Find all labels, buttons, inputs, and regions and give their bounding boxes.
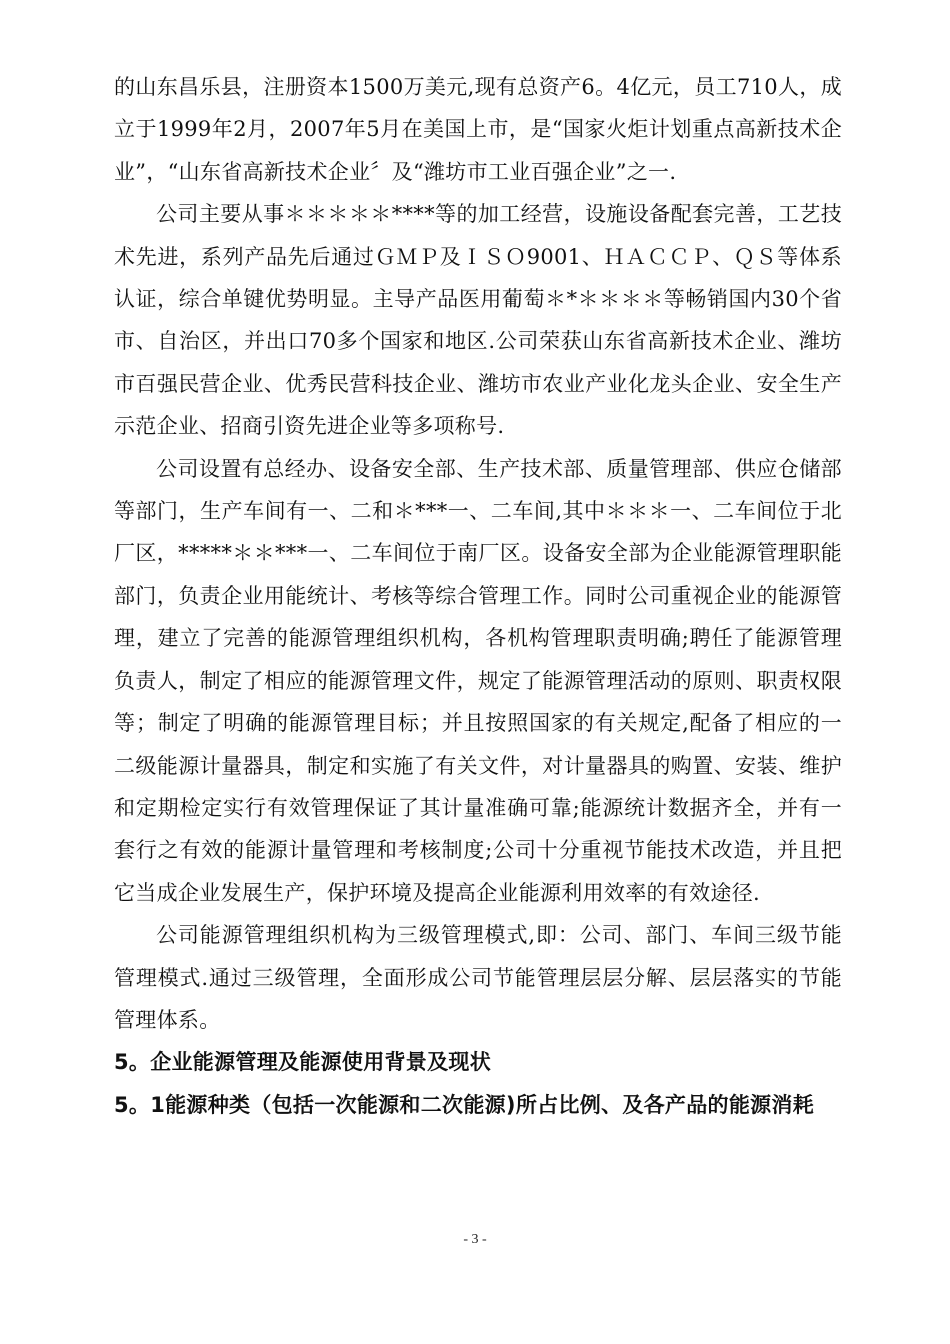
paragraph-business-scope: 公司主要从事＊＊＊＊＊****等的加工经营，设施设备配套完善，工艺技术先进，系列产品先后通过ＧＭＰ及ＩＳＯ9001、ＨＡＣＣＰ、ＱＳ等体系认证，综合单键优势明显。主导产品医用葡萄＊*＊＊＊＊等畅销国内30个省市、自治区，并出口70多个国家和地区.公司荣获山东省高新技术企业、潍坊市百强民营企业、优秀民营科技企业、潍坊市农业产业化龙头企业、安全生产示范企业、招商引资先进企业等多项称号. [114,202,842,439]
document-body [114,66,842,1126]
page-number: - 3 - [463,1232,487,1247]
paragraph-organization: 公司设置有总经办、设备安全部、生产技术部、质量管理部、供应仓储部等部门，生产车间有一、二和＊***一、二车间,其中＊＊＊一、二车间位于北厂区，*****＊＊***一、二车间位于南厂区。设备安全部为企业能源管理职能部门，负责企业用能统计、考核等综合管理工作。同时公司重视企业的能源管理，建立了完善的能源管理组织机构，各机构管理职责明确;聘任了能源管理负责人，制定了相应的能源管理文件，规定了能源管理活动的原则、职责权限等；制定了明确的能源管理目标；并且按照国家的有关规定,配备了相应的一二级能源计量器具，制定和实施了有关文件，对计量器具的购置、安装、维护和定期检定实行有效管理保证了其计量准确可靠;能源统计数据齐全，并有一套行之有效的能源计量管理和考核制度;公司十分重视节能技术改造，并且把它当成企业发展生产，保护环境及提高企业能源利用效率的有效途径. [114,456,842,905]
section-heading-5-1: 5。1能源种类（包括一次能源和二次能源)所占比例、及各产品的能源消耗 [114,1092,815,1117]
paragraph-company-overview: 的山东昌乐县，注册资本1500万美元,现有总资产6。4亿元，员工710人，成立于1999年2月，2007年5月在美国上市，是“国家火炬计划重点高新技术企业”，“山东省高新技术企业〞及“潍坊市工业百强企业”之一. [114,75,842,184]
section-heading-5: 5。企业能源管理及能源使用背景及现状 [114,1050,492,1075]
paragraph-management-model: 公司能源管理组织机构为三级管理模式,即：公司、部门、车间三级节能管理模式.通过三级管理，全面形成公司节能管理层层分解、层层落实的节能管理体系。 [114,923,842,1032]
